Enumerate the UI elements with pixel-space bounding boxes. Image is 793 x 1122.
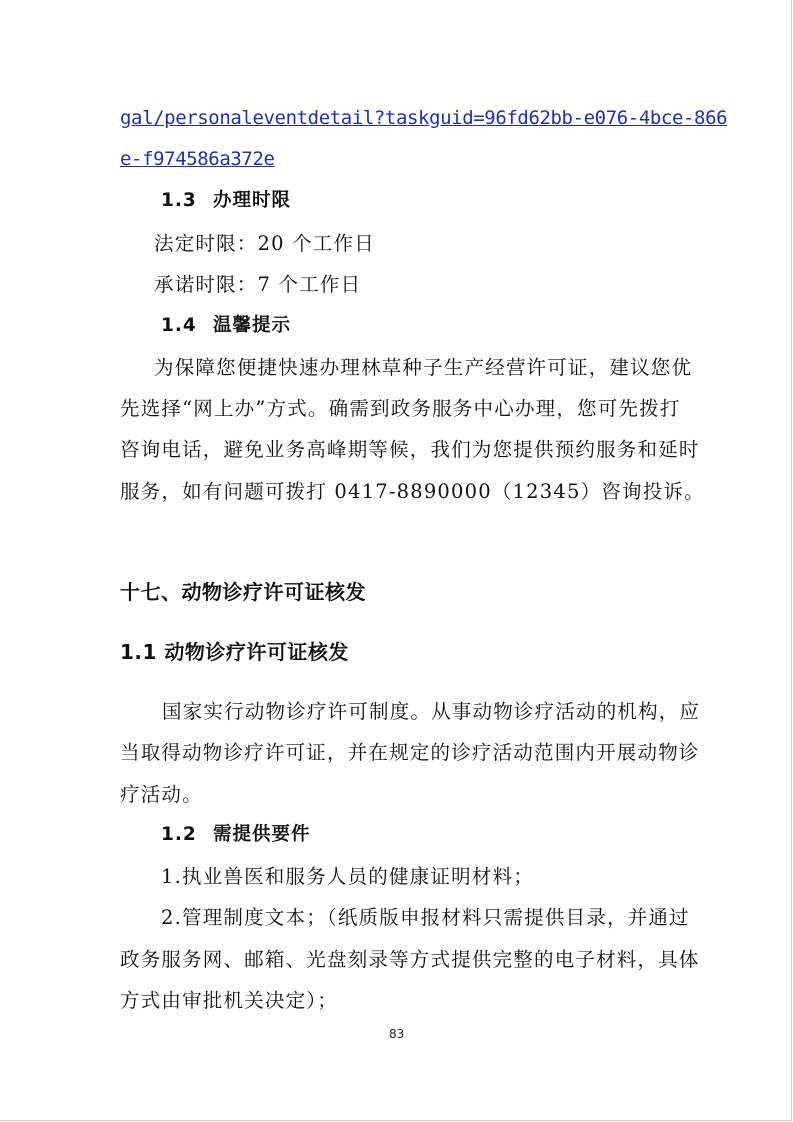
- section-1-3-heading: [161, 192, 291, 211]
- paragraph-line: 政务服务网、邮箱、光盘刻录等方式提供完整的电子材料，具体: [120, 948, 700, 971]
- paragraph-line: 承诺时限：7 个工作日: [154, 273, 362, 296]
- paragraph-line: 方式由审批机关决定）；: [120, 989, 338, 1012]
- section-number: 1.2: [161, 824, 197, 845]
- section-1-2-heading: [161, 826, 311, 845]
- paragraph-line: 法定时限：20 个工作日: [154, 232, 375, 255]
- section-title: 温馨提示: [213, 315, 292, 336]
- list-item: 2.管理制度文本；（纸质版申报材料只需提供目录，并通过: [161, 906, 690, 929]
- url-link-line-1[interactable]: gal/personaleventdetail?taskguid=96fd62bb-e076-4bce-866: [120, 107, 728, 129]
- section-1-4-heading: [161, 317, 291, 336]
- section-number: 1.3: [161, 190, 197, 211]
- paragraph-line: 当取得动物诊疗许可证，并在规定的诊疗活动范围内开展动物诊: [120, 741, 700, 764]
- paragraph-line: 国家实行动物诊疗许可制度。从事动物诊疗活动的机构，应: [162, 700, 701, 723]
- paragraph-line: 疗活动。: [120, 783, 203, 806]
- url-link-line-2[interactable]: e-f974586a372e: [120, 148, 275, 170]
- paragraph-line: 咨询电话，避免业务高峰期等候，我们为您提供预约服务和延时: [120, 438, 700, 461]
- page-number: 83: [389, 1027, 405, 1041]
- section-title: 需提供要件: [213, 824, 311, 845]
- paragraph-line: 先选择“网上办”方式。确需到政务服务中心办理，您可先拨打: [120, 397, 681, 420]
- list-item: 1.执业兽医和服务人员的健康证明材料；: [161, 865, 534, 888]
- paragraph-line: 服务，如有问题可拨打 0417-8890000（12345）咨询投诉。: [120, 480, 705, 503]
- paragraph-line: 为保障您便捷快速办理林草种子生产经营许可证，建议您优: [154, 356, 693, 379]
- section-1-1-heading: 1.1 动物诊疗许可证核发: [120, 640, 349, 664]
- section-title: 办理时限: [213, 190, 292, 211]
- section-number: 1.4: [161, 315, 197, 336]
- chapter-title: 十七、动物诊疗许可证核发: [120, 580, 366, 604]
